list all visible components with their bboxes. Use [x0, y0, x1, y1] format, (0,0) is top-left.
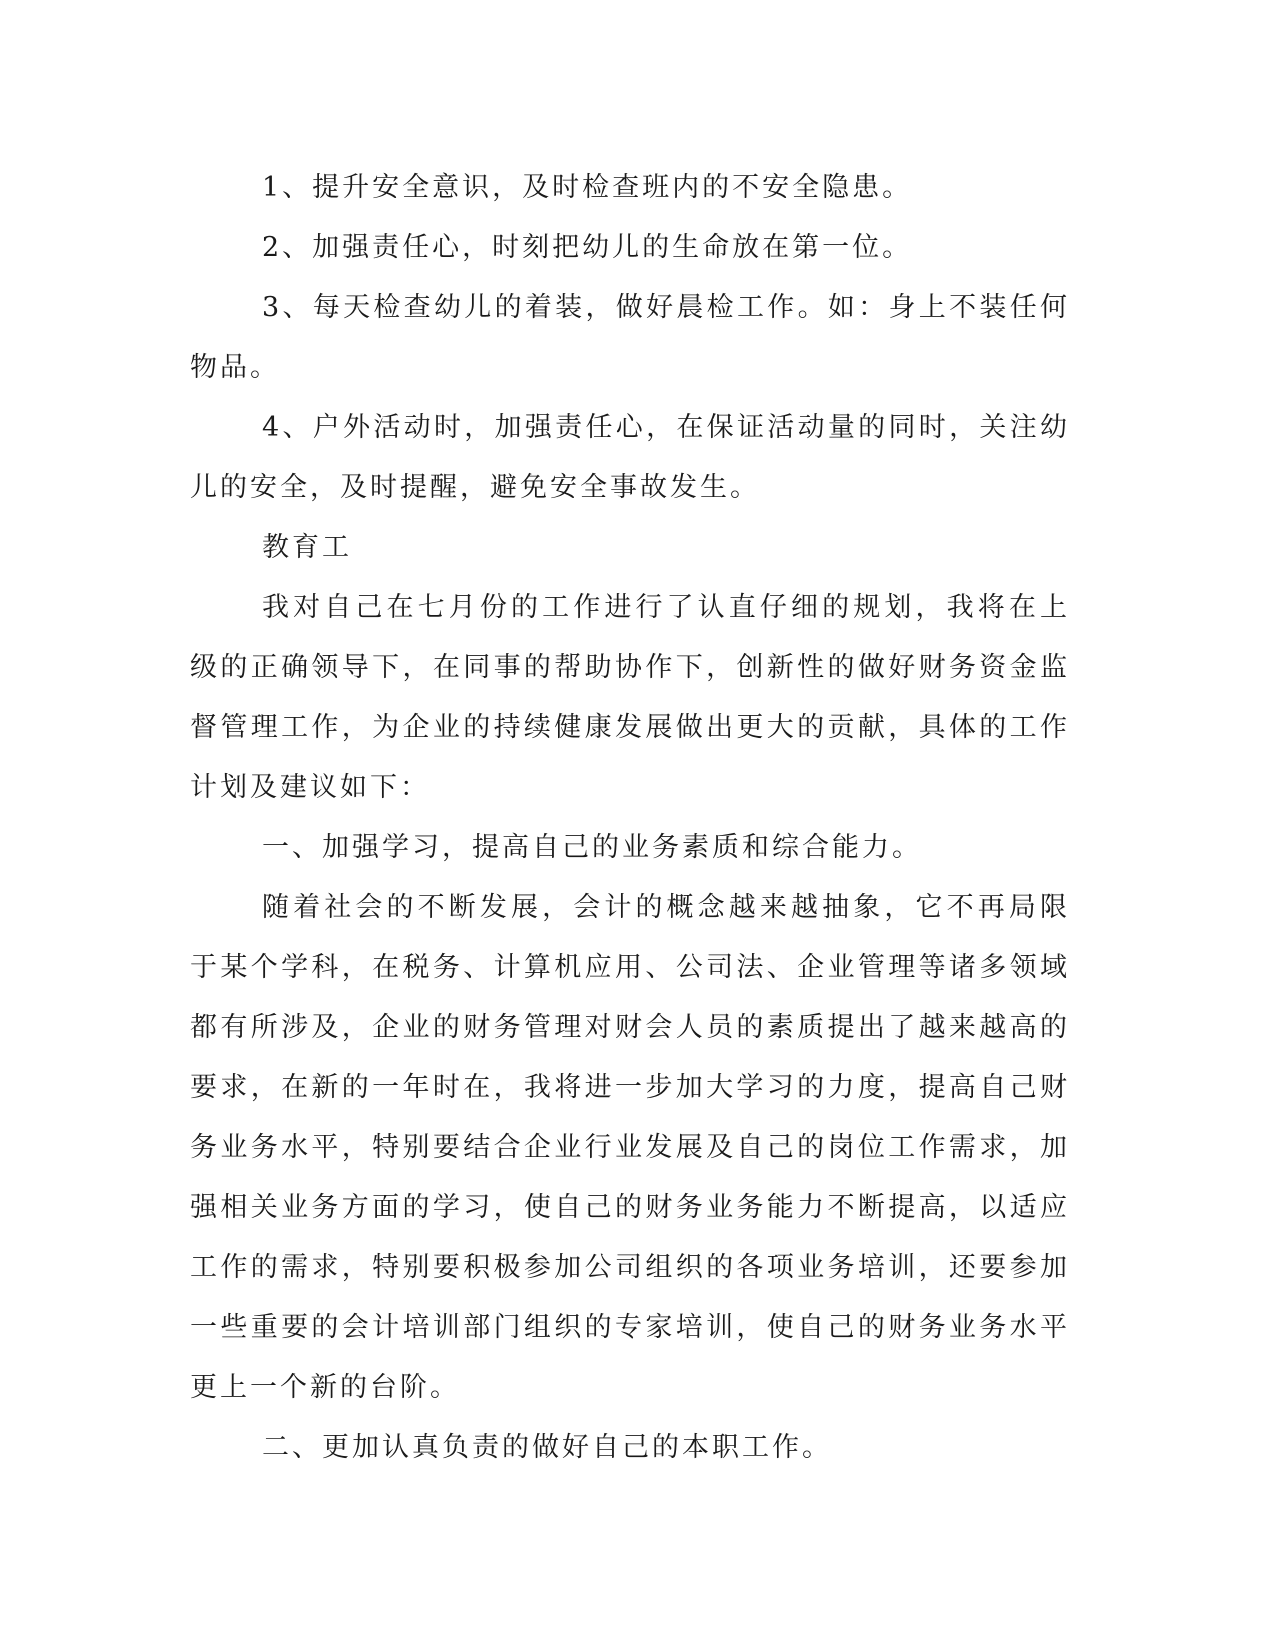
paragraph-responsibility: 2、加强责任心，时刻把幼儿的生命放在第一位。: [262, 232, 913, 263]
paragraph-outdoor-activity: 4、户外活动时，加强责任心，在保证活动量的同时，关注幼儿的安全，及时提醒，避免安全事故发生。: [190, 412, 1070, 503]
section-heading-education: 教育工: [262, 532, 352, 563]
heading-duty-work: 二、更加认真负责的做好自己的本职工作。: [262, 1432, 832, 1463]
paragraph-safety-awareness: 1、提升安全意识，及时检查班内的不安全隐患。: [262, 172, 913, 203]
heading-strengthen-learning: 一、加强学习，提高自己的业务素质和综合能力。: [262, 832, 922, 863]
paragraph-july-plan: 我对自己在七月份的工作进行了认直仔细的规划，我将在上级的正确领导下，在同事的帮助协作下，创新性的做好财务资金监督管理工作，为企业的持续健康发展做出更大的贡献，具体的工作计划及建议如下：: [190, 592, 1070, 803]
paragraph-morning-check: 3、每天检查幼儿的着装，做好晨检工作。如：身上不装任何物品。: [190, 292, 1070, 383]
paragraph-accounting-learning: 随着社会的不断发展，会计的概念越来越抽象，它不再局限于某个学科，在税务、计算机应用、公司法、企业管理等诸多领域都有所涉及，企业的财务管理对财会人员的素质提出了越来越高的要求，在新的一年时在，我将进一步加大学习的力度，提高自己财务业务水平，特别要结合企业行业发展及自己的岗位工作需求，加强相关业务方面的学习，使自己的财务业务能力不断提高，以适应工作的需求，特别要积极参加公司组织的各项业务培训，还要参加一些重要的会计培训部门组织的专家培训，使自己的财务业务水平更上一个新的台阶。: [190, 892, 1070, 1403]
document-body: [190, 158, 1070, 1478]
